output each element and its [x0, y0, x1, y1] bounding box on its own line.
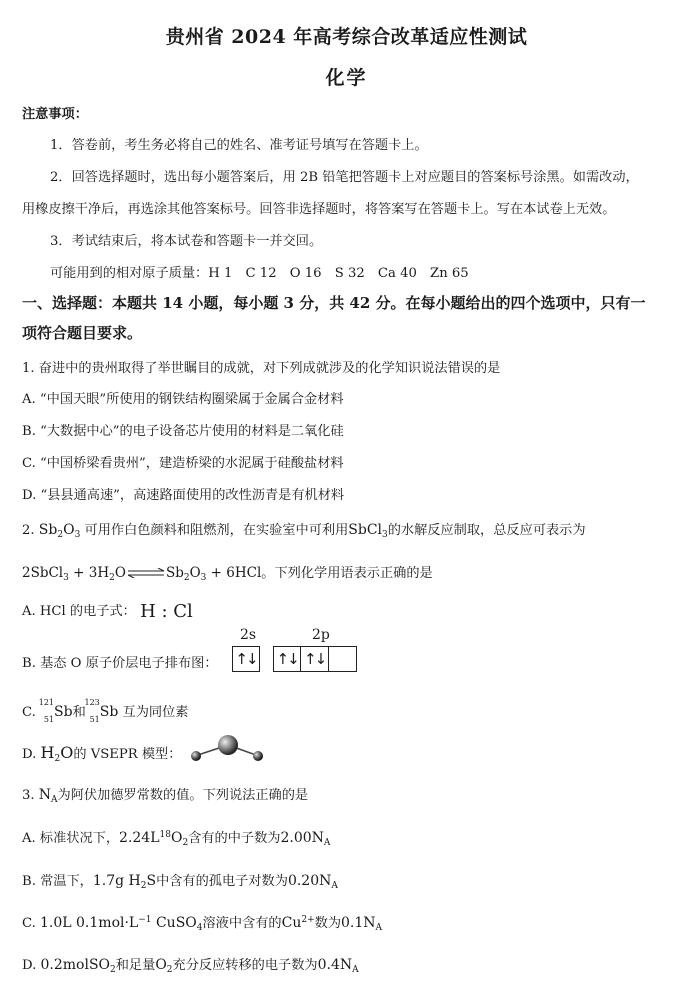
- orbital-label-2s: 2s: [240, 627, 257, 643]
- isotope-sb-123: 123 51: [84, 698, 100, 724]
- q3-c-mid-2: 数为: [314, 916, 342, 931]
- q2-c-mid: 和: [72, 705, 86, 720]
- q2-d-label: D.: [22, 747, 37, 762]
- q3-option-a: [22, 827, 330, 848]
- q3-d-label: D.: [22, 958, 37, 973]
- q3-a-quantity: $2.24L^{18}O_2$: [119, 830, 189, 848]
- q3-number: 3.: [22, 788, 35, 803]
- q3-c-mid: 溶液中含有的: [202, 916, 282, 931]
- q2-number: 2.: [22, 523, 35, 538]
- q3-option-c: [22, 912, 382, 933]
- formula-sbcl3: SbCl$_3$: [348, 522, 388, 540]
- orbital-diagram: [232, 646, 357, 672]
- orbital-cell-2s: ↑↓: [232, 646, 260, 672]
- q3-a-value: $2.00N_A$: [280, 830, 331, 848]
- q3-option-d: [22, 954, 359, 975]
- q2-option-d: [22, 743, 181, 764]
- exam-title: 贵州省 2024 年高考综合改革适应性测试: [165, 26, 528, 48]
- orbital-2s-box: [232, 646, 260, 672]
- q1-option-b: B. “大数据中心”的电子设备芯片使用的材料是二氧化硅: [22, 424, 344, 439]
- q3-c-label: C.: [22, 916, 36, 931]
- hcl-electron-formula: H : Cl: [140, 601, 193, 622]
- q3-b-text: 常温下，: [40, 874, 93, 889]
- q2-stem-text-a: 可用作白色颜料和阻燃剂，在实验室中可利用: [84, 523, 349, 538]
- q3-b-value: $0.20N_A$: [287, 873, 338, 891]
- symbol-na: $N_A$: [38, 787, 58, 805]
- water-molecule-model-icon: [188, 733, 268, 767]
- q1-stem: 1. 奋进中的贵州取得了举世瞩目的成就，对下列成就涉及的化学知识说法错误的是: [22, 361, 501, 376]
- q2-a-text: HCl 的电子式：: [39, 604, 136, 619]
- q3-d-value: $0.4N_A$: [317, 957, 359, 975]
- q3-option-b: [22, 870, 338, 891]
- q3-b-quantity: 1.7g $H_2S$: [92, 873, 157, 891]
- q3-a-text: 标准状况下，: [39, 831, 120, 846]
- notice-heading: 注意事项：: [22, 107, 88, 122]
- isotope-sb-121: 121 51: [38, 698, 55, 724]
- reaction-equation: 2SbCl$_3$ + $3H_2O$ $Sb_2O_3 + 6HCl$: [22, 565, 262, 583]
- q2-option-a: [22, 600, 193, 622]
- q3-stem: [22, 784, 308, 805]
- q3-b-label: B.: [22, 874, 36, 889]
- formula-h2o: $H_2O$: [40, 743, 74, 764]
- q3-d-quantity: 0.2molSO$_2$: [40, 957, 116, 975]
- q3-d-mid: 和足量: [115, 958, 156, 973]
- element-sb-1: Sb: [54, 704, 73, 720]
- q3-a-label: A.: [22, 831, 36, 846]
- orbital-cell-2p-3: [329, 646, 357, 672]
- equilibrium-arrow-icon: [126, 566, 166, 582]
- subject-title: 化学: [325, 67, 368, 89]
- q2-option-c: [22, 698, 189, 724]
- atomic-masses: 可能用到的相对原子质量：H 1 C 12 O 16 S 32 Ca 40 Zn 65: [50, 266, 469, 281]
- orbital-2p-boxes: [273, 646, 357, 672]
- q1-option-d: D. “县县通高速”，高速路面使用的改性沥青是有机材料: [22, 488, 345, 503]
- section-heading-line-1: 一、选择题：本题共 14 小题，每小题 3 分，共 42 分。在每小题给出的四个选项中，只有一: [22, 294, 646, 312]
- orbital-cell-2p-2: ↑↓: [301, 646, 329, 672]
- notice-item-2-line-2: 用橡皮擦干净后，再选涂其他答案标号。回答非选择题时，将答案写在答题卡上。写在本试卷上无效。: [22, 202, 616, 217]
- notice-item-1: 1．答卷前，考生务必将自己的姓名、准考证号填写在答题卡上。: [50, 138, 428, 153]
- notice-item-2-line-1: 2．回答选择题时，选出每小题答案后，用 2B 铅笔把答题卡上对应题目的答案标号涂黑。如需改动，: [50, 170, 639, 185]
- q3-b-mid: 中含有的孤电子对数为: [156, 874, 288, 889]
- q3-stem-text: 为阿伏加德罗常数的值。下列说法正确的是: [57, 788, 309, 803]
- q2-b-text: 基态 O 原子价层电子排布图：: [40, 656, 218, 671]
- q2-equation: [22, 562, 433, 583]
- orbital-cell-2p-1: ↑↓: [273, 646, 301, 672]
- formula-sb2o3: $Sb_2O_3$: [38, 522, 81, 540]
- orbital-label-2p: 2p: [312, 627, 330, 643]
- formula-o2: $O_2$: [155, 957, 173, 975]
- q2-c-label: C.: [22, 705, 36, 720]
- q3-d-mid-2: 充分反应转移的电子数为: [172, 958, 318, 973]
- q1-option-c: C. “中国桥梁看贵州”，建造桥梁的水泥属于硅酸盐材料: [22, 456, 344, 471]
- q3-a-mid: 含有的中子数为: [188, 831, 281, 846]
- q3-c-quantity: 1.0L $0.1mol\cdot L^{-1}$ CuSO$_4$: [40, 915, 203, 933]
- q2-d-text: 的 VSEPR 模型：: [73, 747, 182, 762]
- q2-a-label: A.: [22, 604, 36, 619]
- q2-option-b: [22, 652, 218, 671]
- q2-c-tail: 互为同位素: [122, 705, 189, 720]
- element-sb-2: Sb: [99, 704, 119, 720]
- q1-option-a: A. “中国天眼”所使用的钢铁结构圈梁属于金属合金材料: [22, 392, 344, 407]
- notice-item-3: 3．考试结束后，将本试卷和答题卡一并交回。: [50, 234, 323, 249]
- q3-c-value: $0.1N_A$: [341, 915, 383, 933]
- q2-stem: [22, 519, 586, 540]
- section-heading-line-2: 项符合题目要求。: [22, 324, 143, 342]
- q2-b-label: B.: [22, 656, 36, 671]
- q3-c-ion: $Cu^{2+}$: [281, 915, 315, 931]
- q2-stem-text-b: 的水解反应制取，总反应可表示为: [387, 523, 586, 538]
- q2-equation-tail: 。下列化学用语表示正确的是: [261, 566, 433, 581]
